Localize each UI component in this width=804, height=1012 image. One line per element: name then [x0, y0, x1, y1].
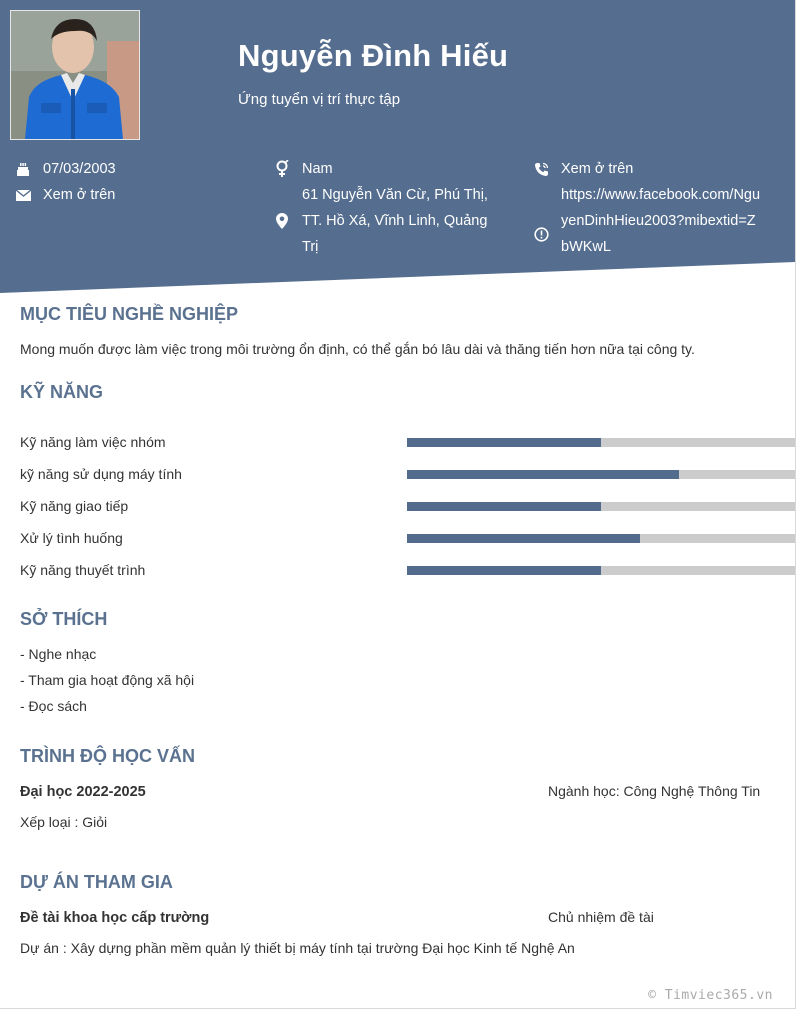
skill-name: kỹ năng sử dụng máy tính [20, 466, 182, 482]
contact-column-3 [532, 156, 762, 286]
hobby-item: - Đọc sách [20, 698, 87, 714]
phone-icon [532, 156, 550, 182]
map-pin-icon [273, 182, 291, 234]
hobby-item: - Tham gia hoạt động xã hội [20, 672, 195, 688]
address-row [273, 182, 488, 260]
facebook-row [532, 182, 762, 286]
project-role: Chủ nhiệm đề tài [548, 909, 654, 925]
education-degree: Đại học 2022-2025 [20, 784, 146, 800]
objective-text: Mong muốn được làm việc trong môi trường ổn định, có thể gắn bó lâu dài và thăng tiến hơn nữa tại công ty. [20, 341, 695, 357]
avatar [10, 10, 140, 140]
skill-bar-fill [407, 534, 640, 543]
email-value[interactable]: Xem ở trên [43, 187, 116, 203]
contact-column-1 [14, 156, 244, 208]
hobbies-title: SỞ THÍCH [20, 609, 108, 629]
skill-row [20, 464, 795, 484]
gender-icon [273, 156, 291, 182]
skills-title: KỸ NĂNG [20, 382, 104, 402]
address-value: 61 Nguyễn Văn Cừ, Phú Thị, TT. Hồ Xá, Vĩnh Linh, Quảng Trị [302, 187, 488, 255]
skill-bar-fill [407, 470, 679, 479]
contact-column-2 [273, 156, 488, 260]
skill-name: Kỹ năng làm việc nhóm [20, 434, 166, 450]
birthday-value: 07/03/2003 [43, 161, 116, 177]
skill-bar-track [407, 470, 795, 479]
envelope-icon [14, 182, 32, 208]
skill-row [20, 560, 795, 580]
skill-name: Xử lý tình huống [20, 530, 123, 546]
skill-bar-track [407, 566, 795, 575]
info-circle-icon [532, 182, 550, 286]
hobby-item: - Nghe nhạc [20, 646, 97, 662]
skill-name: Kỹ năng giao tiếp [20, 498, 129, 514]
education-grade: Xếp loại : Giỏi [20, 814, 108, 830]
phone-row [532, 156, 762, 182]
project-name: Đề tài khoa học cấp trường [20, 910, 210, 926]
avatar-illustration [11, 11, 139, 139]
education-title: TRÌNH ĐỘ HỌC VẤN [20, 746, 195, 766]
phone-value: Xem ở trên [561, 161, 634, 177]
email-row [14, 182, 244, 208]
objective-title: MỤC TIÊU NGHỀ NGHIỆP [20, 304, 239, 324]
birthday-row [14, 156, 244, 182]
skill-name: Kỹ năng thuyết trình [20, 562, 146, 578]
skill-row [20, 528, 795, 548]
project-description: Dự án : Xây dựng phần mềm quản lý thiết bị máy tính tại trường Đại học Kinh tế Nghệ An [20, 940, 575, 956]
skill-bar-fill [407, 502, 601, 511]
education-major: Ngành học: Công Nghệ Thông Tin [548, 783, 761, 799]
skill-bar-track [407, 438, 795, 447]
skill-row [20, 432, 795, 452]
projects-title: DỰ ÁN THAM GIA [20, 872, 173, 892]
gender-row [273, 156, 488, 182]
skill-bar-track [407, 502, 795, 511]
gender-value: Nam [302, 161, 333, 177]
skill-bar-fill [407, 438, 601, 447]
candidate-name: Nguyễn Đình Hiếu [238, 38, 509, 73]
skill-bar-track [407, 534, 795, 543]
skill-bar-fill [407, 566, 601, 575]
watermark: © Timviec365.vn [648, 988, 773, 1003]
birthday-cake-icon [14, 156, 32, 182]
facebook-link[interactable]: https://www.facebook.com/NguyenDinhHieu2003?mibextid=ZbWKwL [561, 187, 761, 255]
applied-position: Ứng tuyển vị trí thực tập [238, 91, 401, 108]
skill-row [20, 496, 795, 516]
